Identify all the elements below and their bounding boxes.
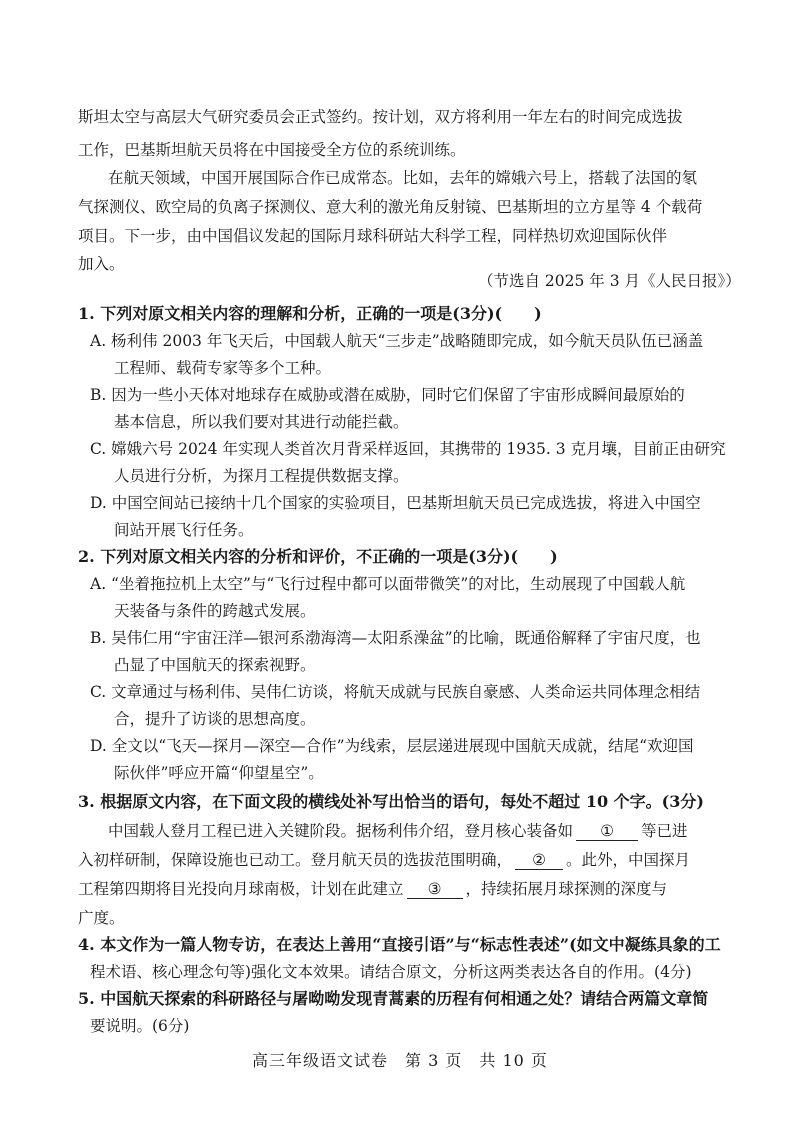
question-4-stem: 4. 本文作为一篇人物专访，在表达上善用“直接引语”与“标志性表述”(如文中凝练具象的工 <box>78 935 721 954</box>
passage-line: 项目。下一步，由中国倡议发起的国际月球科研站大科学工程，同样热切欢迎国际伙伴 <box>78 227 668 245</box>
answer-blank-1[interactable]: ① <box>576 822 638 841</box>
q2-option-b-cont: 凸显了中国航天的探索视野。 <box>114 656 316 674</box>
q1-option-c-cont: 人员进行分析，为探月工程提供数据支撑。 <box>114 467 409 485</box>
passage-line: 斯坦太空与高层大气研究委员会正式签约。按计划，双方将利用一年左右的时间完成选拔 <box>78 108 683 126</box>
question-5-stem: 5. 中国航天探索的科研路径与屠呦呦发现青蒿素的历程有何相通之处？请结合两篇文章简 <box>78 989 709 1008</box>
question-2-stem: 2. 下列对原文相关内容的分析和评价，不正确的一项是(3分)( ) <box>78 547 558 566</box>
page-footer: 高三年级语文试卷 第 3 页 共 10 页 <box>252 1051 548 1070</box>
passage-line: 在航天领域，中国开展国际合作已成常态。比如，去年的嫦娥六号上，搭载了法国的氡 <box>108 169 698 187</box>
answer-blank-3[interactable]: ③ <box>407 880 463 899</box>
q2-option-a-cont: 天装备与条件的跨越式发展。 <box>114 602 316 620</box>
q3-passage-line <box>78 879 667 899</box>
q1-option-c: C. 嫦娥六号 2024 年实现人类首次月背采样返回，其携带的 1935. 3 克月壤，目前正由研究 <box>90 440 726 458</box>
q2-option-d: D. 全文以“飞天—探月—深空—合作”为线索，层层递进展现中国航天成就，结尾“欢迎国 <box>90 737 694 755</box>
q2-option-d-cont: 际伙伴”呼应开篇“仰望星空”。 <box>114 764 324 782</box>
passage-line: 加入。 <box>78 255 125 273</box>
q1-option-b: B. 因为一些小天体对地球存在威胁或潜在威胁，同时它们保留了宇宙形成瞬间最原始的 <box>90 386 685 404</box>
q3-text: 工程第四期将目光投向月球南极，计划在此建立 <box>78 880 404 898</box>
q2-option-c-cont: 合，提升了访谈的思想高度。 <box>114 710 316 728</box>
question-3-stem: 3. 根据原文内容，在下面文段的横线处补写出恰当的语句，每处不超过 10 个字。(3分) <box>78 792 704 811</box>
q1-option-d: D. 中国空间站已接纳十几个国家的实验项目，巴基斯坦航天员已完成选拔，将进入中国空 <box>90 494 701 512</box>
q3-text: ，持续拓展月球探测的深度与 <box>465 880 668 898</box>
q2-option-a: A. “坐着拖拉机上太空”与“飞行过程中都可以面带微笑”的对比，生动展现了中国载人航 <box>90 575 686 593</box>
q1-option-d-cont: 间站开展飞行任务。 <box>114 521 254 539</box>
q2-option-b: B. 吴伟仁用“宇宙汪洋—银河系渤海湾—太阳系澡盆”的比喻，既通俗解释了宇宙尺度，也 <box>90 629 701 647</box>
question-4-stem-cont: 程术语、核心理念句等)强化文本效果。请结合原文，分析这两类表达各自的作用。(4分) <box>90 963 692 981</box>
q3-text: 等已进 <box>641 822 688 840</box>
q1-option-b-cont: 基本信息，所以我们要对其进行动能拦截。 <box>114 413 409 431</box>
question-5-stem-cont: 要说明。(6分) <box>90 1017 190 1035</box>
q3-text: 中国载人登月工程已进入关键阶段。据杨利伟介绍，登月核心装备如 <box>108 822 574 840</box>
q3-passage-line <box>78 850 690 870</box>
q3-passage-line: 广度。 <box>78 909 125 927</box>
source-citation: （节选自 2025 年 3 月《人民日报》） <box>478 272 741 290</box>
q1-option-a: A. 杨利伟 2003 年飞天后，中国载人航天“三步走”战略随即完成，如今航天员队伍已涵盖 <box>90 332 704 350</box>
answer-blank-2[interactable]: ② <box>515 851 563 870</box>
passage-line: 气探测仪、欧空局的负离子探测仪、意大利的激光角反射镜、巴基斯坦的立方星等 4 个载荷 <box>78 198 703 216</box>
q1-option-a-cont: 工程师、载荷专家等多个工种。 <box>114 359 332 377</box>
passage-line: 工作，巴基斯坦航天员将在中国接受全方位的系统训练。 <box>78 141 466 159</box>
q3-text: 。此外，中国探月 <box>566 851 691 869</box>
q2-option-c: C. 文章通过与杨利伟、吴伟仁访谈，将航天成就与民族自豪感、人类命运共同体理念相结 <box>90 683 701 701</box>
q3-text: 入初样研制，保障设施也已动工。登月航天员的选拔范围明确， <box>78 851 513 869</box>
q3-passage-line <box>108 821 688 841</box>
question-1-stem: 1. 下列对原文相关内容的理解和分析，正确的一项是(3分)( ) <box>78 304 542 323</box>
